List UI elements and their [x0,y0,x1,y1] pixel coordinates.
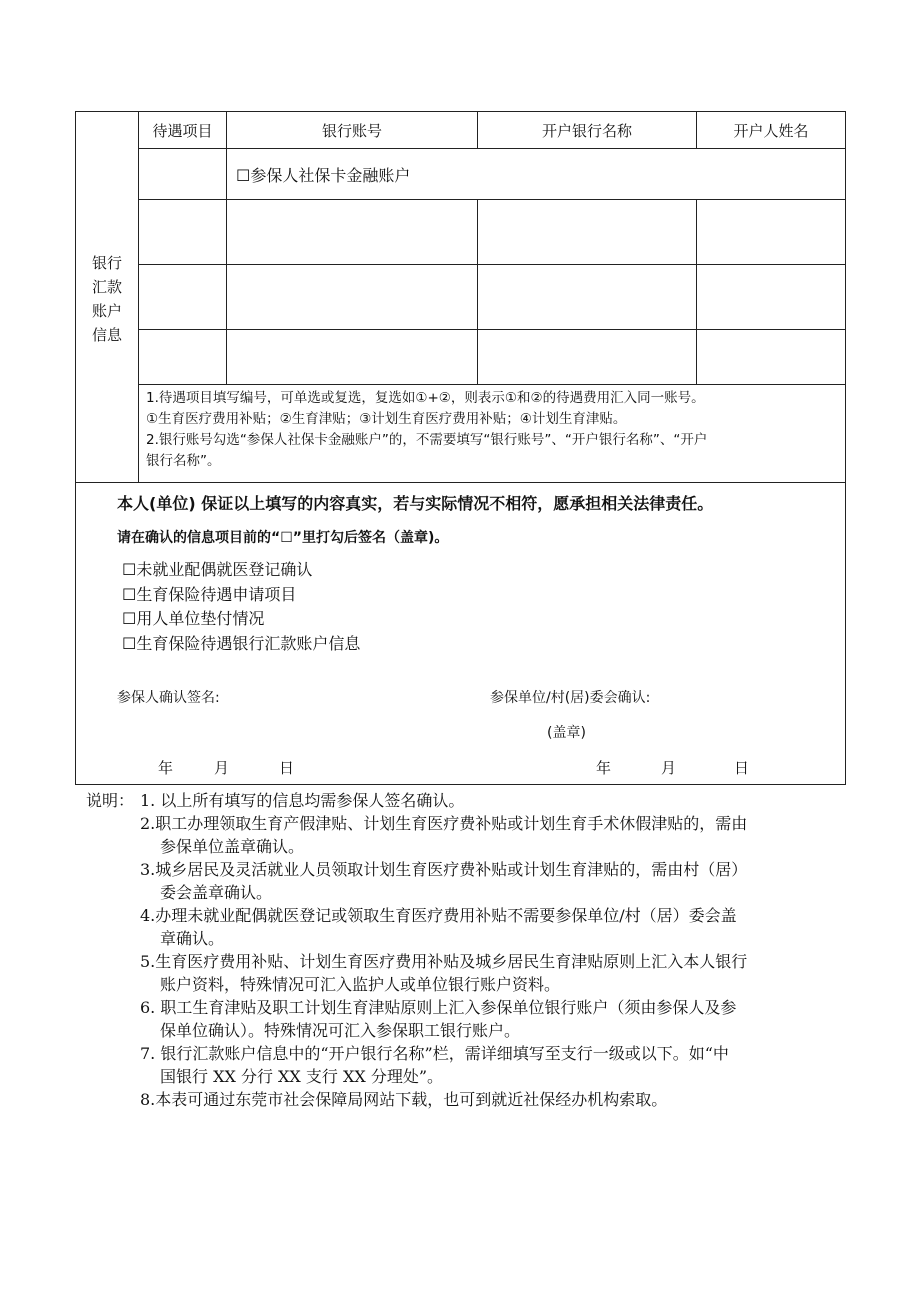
confirm-spouse-medical-checkbox[interactable]: ☐未就业配偶就医登记确认 [122,560,313,579]
note-line: 2.银行账号勾选“参保人社保卡金融账户”的，不需要填写“银行账号”、“开户银行名称”、“开户 [146,432,708,448]
explanation-line: 1. 以上所有填写的信息均需参保人签名确认。 [140,791,465,810]
header-account-holder: 开户人姓名 [733,122,809,140]
declaration-instruction: 请在确认的信息项目前的“☐”里打勾后签名（盖章)。 [117,530,449,546]
confirm-employer-advance-checkbox[interactable]: ☐用人单位垫付情况 [122,609,265,628]
bank-name-input[interactable] [478,265,696,329]
unit-confirm-label: 参保单位/村(居)委会确认: [490,690,651,706]
benefit-item-input[interactable] [139,265,226,329]
bank-section-side-label [76,251,138,347]
explanation-line: 参保单位盖章确认。 [160,837,305,856]
explanation-list [140,789,852,1111]
insured-signature-label: 参保人确认签名: [117,690,220,706]
note-line: 1.待遇项目填写编号，可单选或复选，复选如①+②，则表示①和②的待遇费用汇入同一账号。 [146,390,705,406]
bank-account-input[interactable] [227,200,477,264]
explanation-item [140,789,852,812]
explanation-line: 6. 职工生育津贴及职工计划生育津贴原则上汇入参保单位银行账户（须由参保人及参 [140,998,737,1017]
explanation-item [140,996,852,1042]
explanation-item [140,812,852,858]
confirm-items-list [122,558,360,656]
side-label-line: 银行 [91,254,122,272]
date-day-left: 日 [279,759,295,777]
date-year-left: 年 [158,759,174,777]
confirm-bank-account-checkbox[interactable]: ☐生育保险待遇银行汇款账户信息 [122,633,361,653]
explanation-item [140,904,852,950]
row-line [138,148,846,149]
date-year-right: 年 [596,759,612,777]
seal-label: (盖章) [547,725,586,741]
explanation-item [140,858,852,904]
date-month-right: 月 [661,759,677,777]
explanation-line: 4.办理未就业配偶就医登记或领取生育医疗费用补贴不需要参保单位/村（居）委会盖 [140,906,737,925]
explanation-item [140,1088,852,1111]
bank-account-input[interactable] [227,265,477,329]
table-left-border [75,111,76,785]
bank-section-notes [146,388,707,472]
confirm-benefit-application-checkbox[interactable]: ☐生育保险待遇申请项目 [122,584,297,604]
date-month-left: 月 [214,759,230,777]
side-label-line: 汇款 [91,278,122,296]
row-line [138,384,846,385]
bank-name-input[interactable] [478,200,696,264]
explanation-line: 5.生育医疗费用补贴、计划生育医疗费用补贴及城乡居民生育津贴原则上汇入本人银行 [140,952,748,971]
explanation-prefix: 说明： [86,791,135,810]
explanation-line: 账户资料，特殊情况可汇入监护人或单位银行账户资料。 [160,975,561,994]
declaration-statement: 本人(单位) 保证以上填写的内容真实，若与实际情况不相符，愿承担相关法律责任。 [117,494,714,513]
side-label-line: 账户 [91,302,122,320]
header-bank-account: 银行账号 [321,122,382,140]
explanation-line: 保单位确认）。特殊情况可汇入参保职工银行账户。 [160,1021,521,1040]
explanation-line: 3.城乡居民及灵活就业人员领取计划生育医疗费补贴或计划生育津贴的，需由村（居） [140,860,748,879]
bank-account-input[interactable] [227,330,477,384]
explanation-line: 2.职工办理领取生育产假津贴、计划生育医疗费补贴或计划生育手术休假津贴的，需由 [140,814,748,833]
explanation-line: 8.本表可通过东莞市社会保障局网站下载，也可到就近社保经办机构索取。 [140,1090,668,1109]
header-bank-name: 开户银行名称 [541,122,632,140]
explanation-line: 章确认。 [160,929,225,948]
explanation-line: 7. 银行汇款账户信息中的“开户银行名称”栏，需详细填写至支行一级或以下。如“中 [140,1044,729,1063]
note-line: ①生育医疗费用补贴；②生育津贴；③计划生育医疗费用补贴；④计划生育津贴。 [146,411,627,427]
table-right-border [845,111,846,785]
social-card-account-checkbox[interactable]: ☐参保人社保卡金融账户 [236,166,411,185]
explanation-item [140,950,852,996]
bank-name-input[interactable] [478,330,696,384]
account-holder-input[interactable] [697,330,845,384]
header-benefit-item: 待遇项目 [152,122,213,140]
benefit-item-input[interactable] [139,200,226,264]
section-divider [75,482,846,483]
table-top-border [75,111,846,112]
explanation-line: 委会盖章确认。 [160,883,273,902]
side-label-line: 信息 [91,326,122,344]
date-day-right: 日 [734,759,750,777]
table-bottom-border [75,784,846,785]
explanation-line: 国银行 XX 分行 XX 支行 XX 分理处”。 [160,1067,444,1086]
note-line: 银行名称”。 [146,453,221,469]
account-holder-input[interactable] [697,265,845,329]
benefit-item-input[interactable] [139,330,226,384]
account-holder-input[interactable] [697,200,845,264]
explanation-item [140,1042,852,1088]
